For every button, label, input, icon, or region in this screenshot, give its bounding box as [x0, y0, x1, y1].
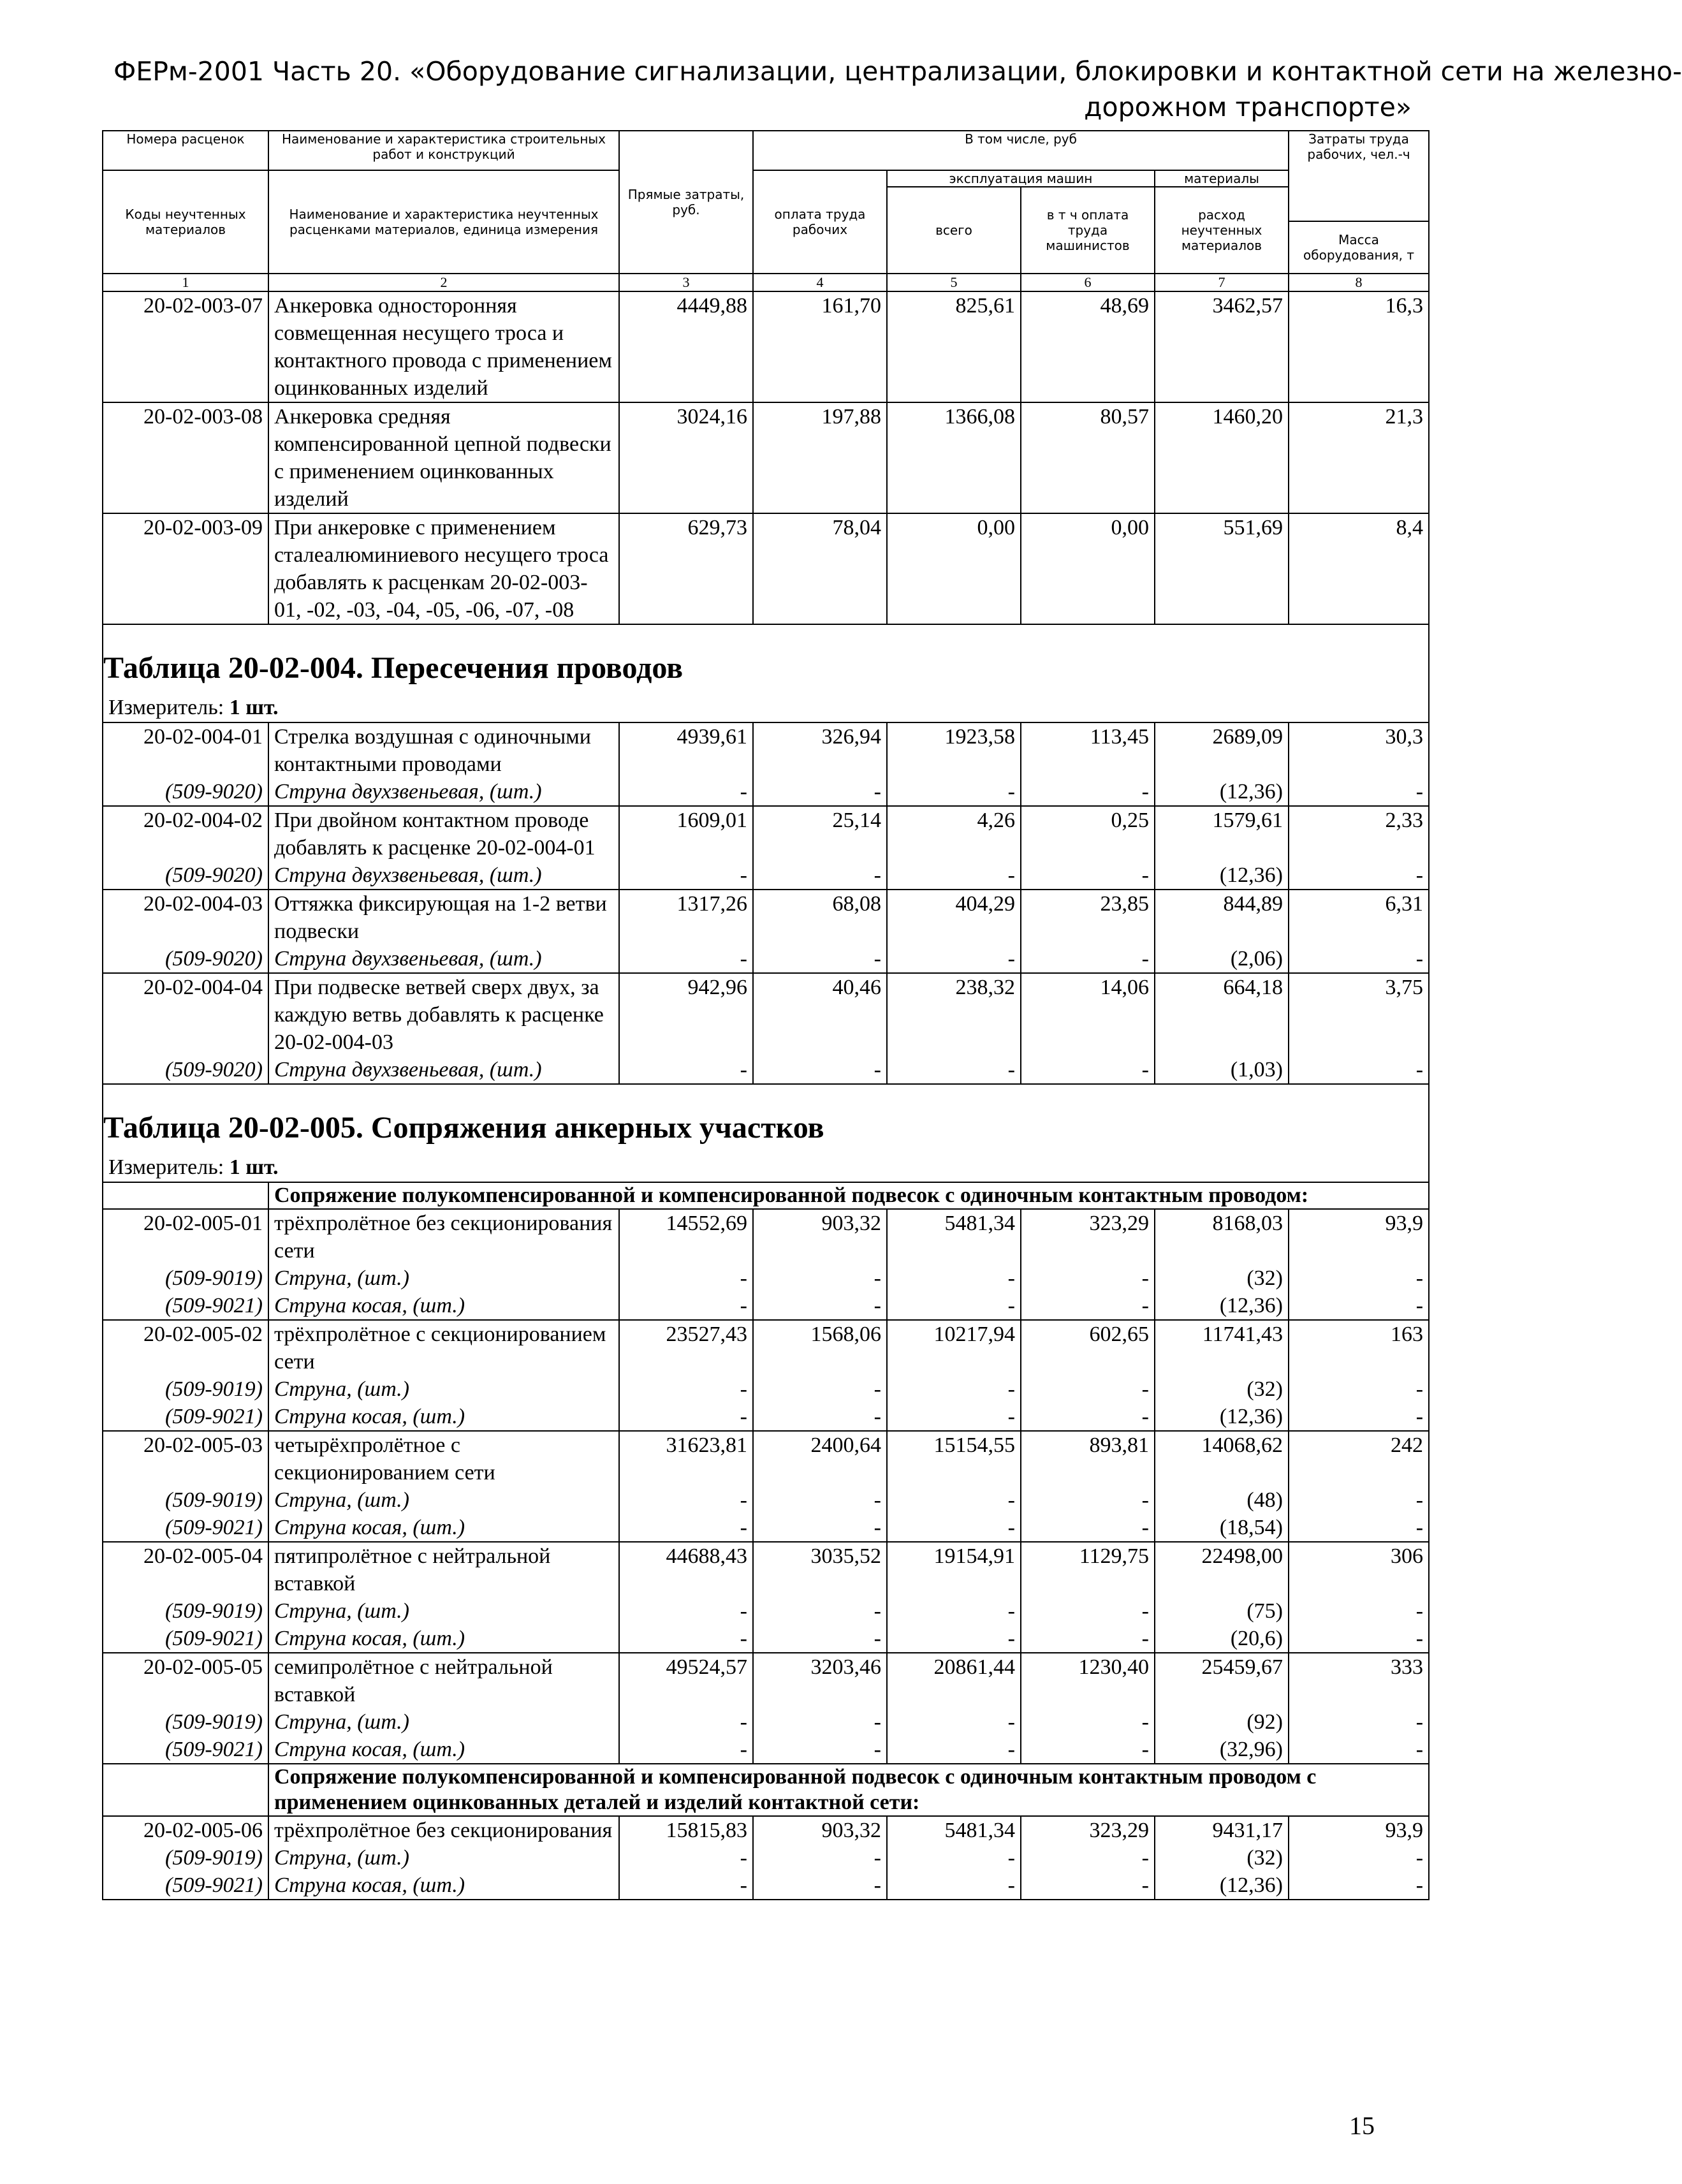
- table-title: Таблица 20-02-004. Пересечения проводов: [103, 624, 1429, 694]
- measure-value: 1 шт.: [229, 1155, 279, 1179]
- rate-value: 1317,26: [619, 890, 753, 945]
- page-number: 15: [1349, 2111, 1375, 2140]
- rate-value: 602,65: [1021, 1320, 1155, 1375]
- rate-value: 1230,40: [1021, 1653, 1155, 1708]
- material-value: -: [1289, 945, 1429, 973]
- material-name: Струна двухзвеньевая, (шт.): [268, 1056, 619, 1084]
- material-value: -: [887, 1486, 1021, 1514]
- material-code: (509-9019): [103, 1597, 268, 1625]
- material-value: -: [619, 1844, 753, 1872]
- material-value: -: [753, 1375, 887, 1403]
- rate-value: 6,31: [1289, 890, 1429, 945]
- rate-value: 49524,57: [619, 1653, 753, 1708]
- material-value: (20,6): [1155, 1625, 1289, 1653]
- material-value: -: [753, 1292, 887, 1320]
- material-value: -: [887, 1708, 1021, 1736]
- rate-name: Анкеровка средняя компенсированной цепной подвески с применением оцинкованных изделий: [268, 402, 619, 513]
- material-value: -: [1021, 1844, 1155, 1872]
- col-header-labor-costs: Затраты труда рабочих, чел.-ч: [1289, 131, 1429, 187]
- rate-value: 93,9: [1289, 1816, 1429, 1844]
- material-value: -: [1289, 1056, 1429, 1084]
- rate-value: 844,89: [1155, 890, 1289, 945]
- material-value: -: [1289, 861, 1429, 890]
- material-code: (509-9021): [103, 1736, 268, 1764]
- material-value: (32): [1155, 1264, 1289, 1292]
- material-code: (509-9020): [103, 778, 268, 806]
- material-value: -: [753, 861, 887, 890]
- material-name: Струна косая, (шт.): [268, 1625, 619, 1653]
- material-value: -: [753, 1872, 887, 1900]
- material-value: -: [1021, 1486, 1155, 1514]
- rate-name: семипролётное с нейтральной вставкой: [268, 1653, 619, 1708]
- material-value: -: [887, 1264, 1021, 1292]
- material-value: -: [1289, 1292, 1429, 1320]
- rate-value: 23527,43: [619, 1320, 753, 1375]
- material-value: -: [619, 1403, 753, 1431]
- measure-label: Измеритель:: [108, 696, 224, 719]
- material-value: -: [753, 945, 887, 973]
- rate-code: 20-02-005-06: [103, 1816, 268, 1844]
- material-value: -: [1289, 1844, 1429, 1872]
- rate-value: 4939,61: [619, 722, 753, 778]
- col-header-rate-number: Номера расценок: [103, 131, 268, 170]
- material-value: -: [1021, 1403, 1155, 1431]
- material-name: Струна двухзвеньевая, (шт.): [268, 778, 619, 806]
- col-number: 6: [1021, 274, 1155, 291]
- col-number: 1: [103, 274, 268, 291]
- material-value: -: [753, 1625, 887, 1653]
- rate-name: Оттяжка фиксирующая на 1-2 ветви подвески: [268, 890, 619, 945]
- rate-value: 4449,88: [619, 291, 753, 402]
- rate-code: 20-02-005-02: [103, 1320, 268, 1375]
- rate-value: 31623,81: [619, 1431, 753, 1486]
- material-value: -: [1021, 1264, 1155, 1292]
- rate-value: 93,9: [1289, 1209, 1429, 1264]
- material-code: (509-9020): [103, 1056, 268, 1084]
- rate-code: 20-02-003-09: [103, 513, 268, 624]
- rate-value: 0,25: [1021, 806, 1155, 861]
- rate-value: 3462,57: [1155, 291, 1289, 402]
- material-value: -: [1289, 1264, 1429, 1292]
- rate-code: 20-02-003-07: [103, 291, 268, 402]
- col-header-worker-pay: оплата труда рабочих: [753, 170, 887, 274]
- rate-value: 9431,17: [1155, 1816, 1289, 1844]
- material-value: -: [1289, 1486, 1429, 1514]
- material-value: -: [887, 1514, 1021, 1542]
- material-value: -: [619, 1736, 753, 1764]
- material-name: Струна косая, (шт.): [268, 1403, 619, 1431]
- rate-name: При двойном контактном проводе добавлять к расценке 20-02-004-01: [268, 806, 619, 861]
- rate-value: 3035,52: [753, 1542, 887, 1597]
- rate-value: 306: [1289, 1542, 1429, 1597]
- rate-value: 1923,58: [887, 722, 1021, 778]
- material-value: -: [1021, 1708, 1155, 1736]
- material-value: -: [887, 1844, 1021, 1872]
- material-code: (509-9021): [103, 1292, 268, 1320]
- material-value: -: [1021, 1514, 1155, 1542]
- material-value: (32): [1155, 1375, 1289, 1403]
- rate-value: 238,32: [887, 973, 1021, 1056]
- material-value: -: [1289, 1514, 1429, 1542]
- material-code: (509-9019): [103, 1264, 268, 1292]
- material-value: -: [753, 1056, 887, 1084]
- col-number: 3: [619, 274, 753, 291]
- material-value: -: [619, 1486, 753, 1514]
- measure-unit: [103, 1154, 1429, 1182]
- rate-value: 629,73: [619, 513, 753, 624]
- rate-code: 20-02-003-08: [103, 402, 268, 513]
- rate-code: 20-02-005-04: [103, 1542, 268, 1597]
- material-value: -: [619, 1056, 753, 1084]
- rate-value: 1366,08: [887, 402, 1021, 513]
- rate-value: 8168,03: [1155, 1209, 1289, 1264]
- rate-value: 16,3: [1289, 291, 1429, 402]
- material-value: (12,36): [1155, 1292, 1289, 1320]
- rate-value: 80,57: [1021, 402, 1155, 513]
- material-value: -: [619, 1597, 753, 1625]
- rate-name: трёхпролётное без секционирования: [268, 1816, 619, 1844]
- rate-value: 4,26: [887, 806, 1021, 861]
- rates-table: [102, 130, 1430, 1900]
- material-value: (1,03): [1155, 1056, 1289, 1084]
- material-name: Струна, (шт.): [268, 1486, 619, 1514]
- col-header-material-name: Наименование и характеристика неучтенных расценками материалов, единица измерения: [268, 170, 619, 274]
- material-value: (12,36): [1155, 778, 1289, 806]
- rate-value: 48,69: [1021, 291, 1155, 402]
- rate-value: 40,46: [753, 973, 887, 1056]
- material-value: -: [1021, 1625, 1155, 1653]
- material-value: -: [1289, 1872, 1429, 1900]
- material-name: Струна, (шт.): [268, 1708, 619, 1736]
- rate-name: четырёхпролётное с секционированием сети: [268, 1431, 619, 1486]
- material-value: -: [753, 778, 887, 806]
- rate-code: 20-02-005-01: [103, 1209, 268, 1264]
- rate-value: 333: [1289, 1653, 1429, 1708]
- material-code: (509-9021): [103, 1403, 268, 1431]
- material-name: Струна косая, (шт.): [268, 1872, 619, 1900]
- rate-name: При анкеровке с применением сталеалюминиевого несущего троса добавлять к расценкам 20-02-003-01, -02, -03, -04, -05, -06, -07, -08: [268, 513, 619, 624]
- col-number: 8: [1289, 274, 1429, 291]
- col-header-machines: эксплуатация машин: [887, 170, 1155, 187]
- material-value: (32,96): [1155, 1736, 1289, 1764]
- material-code: (509-9019): [103, 1486, 268, 1514]
- rate-code: 20-02-004-02: [103, 806, 268, 861]
- rate-value: 3024,16: [619, 402, 753, 513]
- rate-value: 893,81: [1021, 1431, 1155, 1486]
- measure-unit: [103, 694, 1429, 722]
- rate-value: 25,14: [753, 806, 887, 861]
- col-header-operator-pay: в т ч оплата труда машинистов: [1021, 187, 1155, 274]
- rate-code: 20-02-004-03: [103, 890, 268, 945]
- rate-value: 15154,55: [887, 1431, 1021, 1486]
- measure-label: Измеритель:: [108, 1155, 224, 1179]
- col-header-including: В том числе, руб: [753, 131, 1289, 170]
- rate-value: 0,00: [1021, 513, 1155, 624]
- material-value: -: [619, 1708, 753, 1736]
- rate-value: 1568,06: [753, 1320, 887, 1375]
- rate-value: 163: [1289, 1320, 1429, 1375]
- rate-value: 78,04: [753, 513, 887, 624]
- rate-value: 1609,01: [619, 806, 753, 861]
- rate-name: Стрелка воздушная с одиночными контактными проводами: [268, 722, 619, 778]
- rate-value: 21,3: [1289, 402, 1429, 513]
- material-code: (509-9019): [103, 1844, 268, 1872]
- material-value: -: [887, 1597, 1021, 1625]
- rate-value: 1460,20: [1155, 402, 1289, 513]
- rate-value: 5481,34: [887, 1816, 1021, 1844]
- rate-value: 664,18: [1155, 973, 1289, 1056]
- material-value: (75): [1155, 1597, 1289, 1625]
- rate-value: 1579,61: [1155, 806, 1289, 861]
- material-value: -: [1021, 1375, 1155, 1403]
- col-header-materials: материалы: [1155, 170, 1289, 187]
- rate-value: 0,00: [887, 513, 1021, 624]
- material-value: -: [1021, 778, 1155, 806]
- material-value: -: [619, 1872, 753, 1900]
- material-value: -: [1021, 1736, 1155, 1764]
- rate-value: 5481,34: [887, 1209, 1021, 1264]
- material-value: -: [887, 1736, 1021, 1764]
- group-heading: Сопряжение полукомпенсированной и компенсированной подвесок с одиночным контактным проводом с применением оцинкованных деталей и изделий контактной сети:: [268, 1764, 1429, 1816]
- material-value: -: [1021, 945, 1155, 973]
- rate-value: 903,32: [753, 1209, 887, 1264]
- material-value: -: [753, 1514, 887, 1542]
- col-number: 2: [268, 274, 619, 291]
- material-name: Струна косая, (шт.): [268, 1292, 619, 1320]
- rate-name: При подвеске ветвей сверх двух, за каждую ветвь добавлять к расценке 20-02-004-03: [268, 973, 619, 1056]
- rate-value: 14552,69: [619, 1209, 753, 1264]
- rate-value: 113,45: [1021, 722, 1155, 778]
- rate-name: Анкеровка односторонняя совмещенная несущего троса и контактного провода с применением оцинкованных изделий: [268, 291, 619, 402]
- material-name: Струна, (шт.): [268, 1844, 619, 1872]
- rate-value: 2689,09: [1155, 722, 1289, 778]
- rate-value: 25459,67: [1155, 1653, 1289, 1708]
- material-code: (509-9019): [103, 1375, 268, 1403]
- rate-value: 942,96: [619, 973, 753, 1056]
- rate-value: 326,94: [753, 722, 887, 778]
- material-value: -: [753, 1844, 887, 1872]
- rate-name: пятипролётное с нейтральной вставкой: [268, 1542, 619, 1597]
- material-code: (509-9021): [103, 1625, 268, 1653]
- rate-value: 3,75: [1289, 973, 1429, 1056]
- material-name: Струна двухзвеньевая, (шт.): [268, 945, 619, 973]
- rate-code: 20-02-004-04: [103, 973, 268, 1056]
- material-value: -: [1289, 778, 1429, 806]
- rate-value: 30,3: [1289, 722, 1429, 778]
- rate-value: 14,06: [1021, 973, 1155, 1056]
- material-value: -: [619, 1375, 753, 1403]
- rate-value: 20861,44: [887, 1653, 1021, 1708]
- material-value: (92): [1155, 1708, 1289, 1736]
- material-value: (12,36): [1155, 1872, 1289, 1900]
- material-code: (509-9019): [103, 1708, 268, 1736]
- rate-value: 23,85: [1021, 890, 1155, 945]
- material-value: -: [619, 1514, 753, 1542]
- material-value: -: [887, 1375, 1021, 1403]
- material-code: (509-9020): [103, 861, 268, 890]
- rate-name: трёхпролётное с секционированием сети: [268, 1320, 619, 1375]
- material-value: -: [1021, 1292, 1155, 1320]
- material-value: -: [887, 1056, 1021, 1084]
- material-name: Струна косая, (шт.): [268, 1514, 619, 1542]
- material-value: -: [619, 778, 753, 806]
- rate-value: 323,29: [1021, 1816, 1155, 1844]
- rate-value: 15815,83: [619, 1816, 753, 1844]
- col-header-work-name: Наименование и характеристика строительных работ и конструкций: [268, 131, 619, 170]
- rate-value: 161,70: [753, 291, 887, 402]
- material-value: -: [753, 1736, 887, 1764]
- material-value: (18,54): [1155, 1514, 1289, 1542]
- rate-value: 404,29: [887, 890, 1021, 945]
- material-value: -: [1289, 1736, 1429, 1764]
- rate-value: 1129,75: [1021, 1542, 1155, 1597]
- material-value: -: [887, 1292, 1021, 1320]
- rate-code: 20-02-005-03: [103, 1431, 268, 1486]
- material-value: -: [887, 778, 1021, 806]
- rate-value: 242: [1289, 1431, 1429, 1486]
- rate-name: трёхпролётное без секционирования сети: [268, 1209, 619, 1264]
- material-value: -: [1289, 1708, 1429, 1736]
- running-header-line1: ФЕРм-2001 Часть 20. «Оборудование сигнализации, централизации, блокировки и контактной сети на железно-: [113, 56, 1682, 87]
- rate-value: 825,61: [887, 291, 1021, 402]
- material-value: -: [753, 1708, 887, 1736]
- rate-value: 44688,43: [619, 1542, 753, 1597]
- material-value: (12,36): [1155, 861, 1289, 890]
- rate-value: 68,08: [753, 890, 887, 945]
- material-value: (2,06): [1155, 945, 1289, 973]
- material-value: -: [1021, 1056, 1155, 1084]
- col-header-direct-costs: Прямые затраты, руб.: [619, 131, 753, 274]
- material-value: -: [887, 1403, 1021, 1431]
- rate-value: 11741,43: [1155, 1320, 1289, 1375]
- material-value: -: [1021, 861, 1155, 890]
- material-name: Струна, (шт.): [268, 1375, 619, 1403]
- material-value: -: [619, 1264, 753, 1292]
- material-name: Струна, (шт.): [268, 1597, 619, 1625]
- material-value: -: [1289, 1597, 1429, 1625]
- material-value: -: [753, 1597, 887, 1625]
- material-value: -: [1289, 1625, 1429, 1653]
- material-value: -: [619, 945, 753, 973]
- material-name: Струна, (шт.): [268, 1264, 619, 1292]
- material-code: (509-9021): [103, 1872, 268, 1900]
- material-value: -: [619, 1625, 753, 1653]
- material-value: -: [887, 1625, 1021, 1653]
- rate-value: 2,33: [1289, 806, 1429, 861]
- material-value: -: [887, 861, 1021, 890]
- rate-value: 551,69: [1155, 513, 1289, 624]
- material-value: -: [753, 1403, 887, 1431]
- material-name: Струна двухзвеньевая, (шт.): [268, 861, 619, 890]
- col-header-material-use: расход неучтенных материалов: [1155, 187, 1289, 274]
- col-header-material-codes: Коды неучтенных материалов: [103, 170, 268, 274]
- rate-value: 2400,64: [753, 1431, 887, 1486]
- rate-value: 10217,94: [887, 1320, 1021, 1375]
- material-value: -: [753, 1264, 887, 1292]
- rate-code: 20-02-005-05: [103, 1653, 268, 1708]
- rate-value: 197,88: [753, 402, 887, 513]
- running-header-line2: дорожном транспорте»: [1084, 92, 1412, 122]
- material-value: -: [619, 1292, 753, 1320]
- rate-value: 19154,91: [887, 1542, 1021, 1597]
- material-value: -: [753, 1486, 887, 1514]
- group-heading: Сопряжение полукомпенсированной и компенсированной подвесок с одиночным контактным проводом:: [268, 1182, 1429, 1209]
- col-number: 7: [1155, 274, 1289, 291]
- material-value: (32): [1155, 1844, 1289, 1872]
- material-value: -: [1289, 1375, 1429, 1403]
- col-number: 5: [887, 274, 1021, 291]
- col-header-equipment-mass: Масса оборудования, т: [1289, 221, 1429, 274]
- material-code: (509-9021): [103, 1514, 268, 1542]
- rate-value: 3203,46: [753, 1653, 887, 1708]
- material-value: (48): [1155, 1486, 1289, 1514]
- material-name: Струна косая, (шт.): [268, 1736, 619, 1764]
- material-value: -: [619, 861, 753, 890]
- measure-value: 1 шт.: [229, 696, 279, 719]
- rate-value: 14068,62: [1155, 1431, 1289, 1486]
- material-value: -: [1289, 1403, 1429, 1431]
- material-value: (12,36): [1155, 1403, 1289, 1431]
- material-value: -: [1021, 1597, 1155, 1625]
- rate-code: 20-02-004-01: [103, 722, 268, 778]
- rate-value: 8,4: [1289, 513, 1429, 624]
- material-value: -: [887, 945, 1021, 973]
- table-title: Таблица 20-02-005. Сопряжения анкерных участков: [103, 1084, 1429, 1154]
- material-value: -: [887, 1872, 1021, 1900]
- col-header-total: всего: [887, 187, 1021, 274]
- rate-value: 903,32: [753, 1816, 887, 1844]
- material-value: -: [1021, 1872, 1155, 1900]
- col-number: 4: [753, 274, 887, 291]
- material-code: (509-9020): [103, 945, 268, 973]
- rate-value: 22498,00: [1155, 1542, 1289, 1597]
- rate-value: 323,29: [1021, 1209, 1155, 1264]
